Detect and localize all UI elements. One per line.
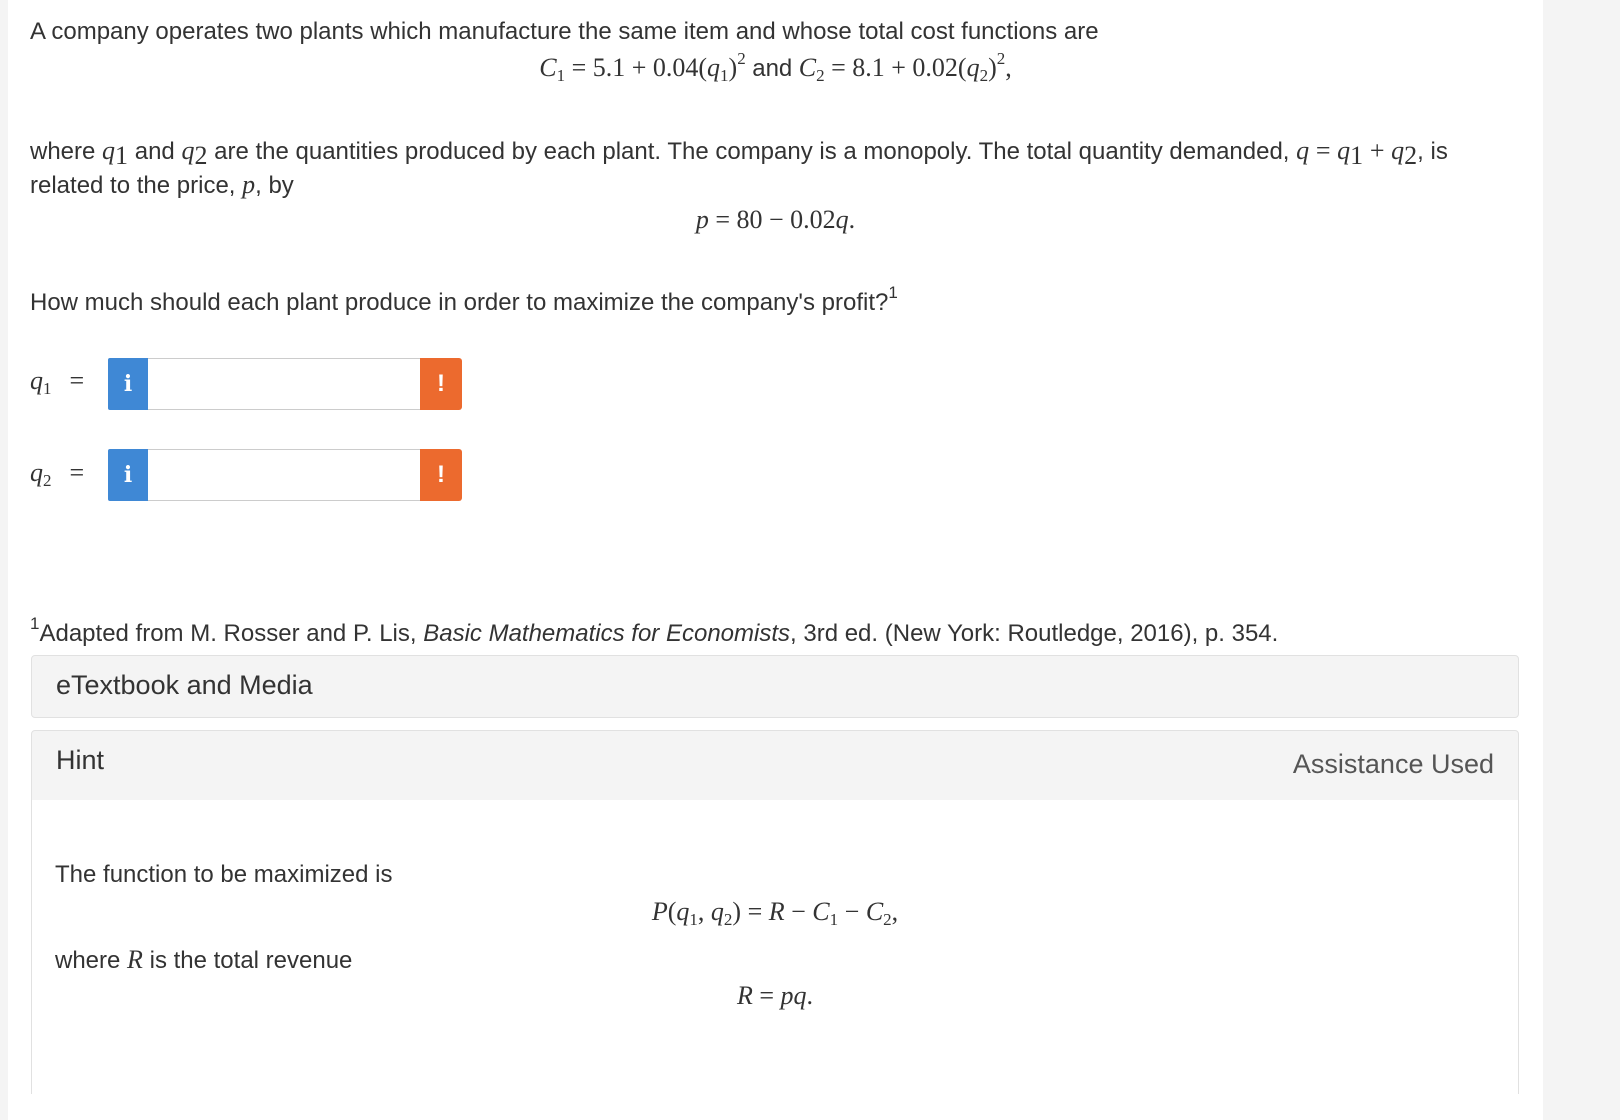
answer-label-q1: $q_1$ = <box>30 366 85 398</box>
hint-panel-header[interactable] <box>31 730 1519 802</box>
footnote-marker: 1 <box>888 283 898 302</box>
etextbook-media-title[interactable]: eTextbook and Media <box>56 670 313 700</box>
price-relation-text: related to the price, p, by <box>30 170 294 199</box>
answer-input-q2[interactable] <box>148 449 432 501</box>
quantities-description: where $q_1$ and $q_2$ are the quantities produced by each plant. The company is a monopoly. The total quantity demanded, $q = q_1 + q_2$, is <box>30 136 1448 170</box>
warning-icon[interactable]: ! <box>420 449 462 501</box>
answer-input-q1[interactable] <box>148 358 432 410</box>
warning-icon[interactable]: ! <box>420 358 462 410</box>
hint-title[interactable]: Hint <box>56 745 105 775</box>
revenue-equation: R = pq. <box>736 981 814 1010</box>
info-icon[interactable]: i <box>108 358 148 410</box>
info-icon[interactable]: i <box>108 449 148 501</box>
demand-equation: p = 80 − 0.02q. <box>695 205 856 234</box>
assistance-used-label: Assistance Used <box>1292 749 1494 779</box>
etextbook-media-panel[interactable] <box>31 655 1519 718</box>
right-scroll-area <box>1543 0 1620 1120</box>
hint-panel-body <box>31 800 1519 1094</box>
hint-line-2: where R is the total revenue <box>55 945 353 974</box>
profit-equation: $P(q_1$, $q_2) = R - C_1 - C_2$, <box>651 897 899 929</box>
answer-group-q1 <box>108 358 460 410</box>
hint-line-1: The function to be maximized is <box>55 861 393 888</box>
cost-functions-equation: $C_1 = 5.1 + 0.04(q_1)^2$ and $C_2 = 8.1 + 0.02(q_2)^2$, <box>539 49 1012 85</box>
question-prompt: How much should each plant produce in order to maximize the company's profit?$^1$ <box>30 283 898 316</box>
answer-group-q2 <box>108 449 460 501</box>
footnote: $^1$Adapted from M. Rosser and P. Lis, Basic Mathematics for Economists, 3rd ed. (New York: Routledge, 2016), p. 354. <box>30 614 1279 647</box>
answer-label-q2: $q_2$ = <box>30 458 85 490</box>
question-intro: A company operates two plants which manufacture the same item and whose total cost functions are <box>30 18 1099 45</box>
